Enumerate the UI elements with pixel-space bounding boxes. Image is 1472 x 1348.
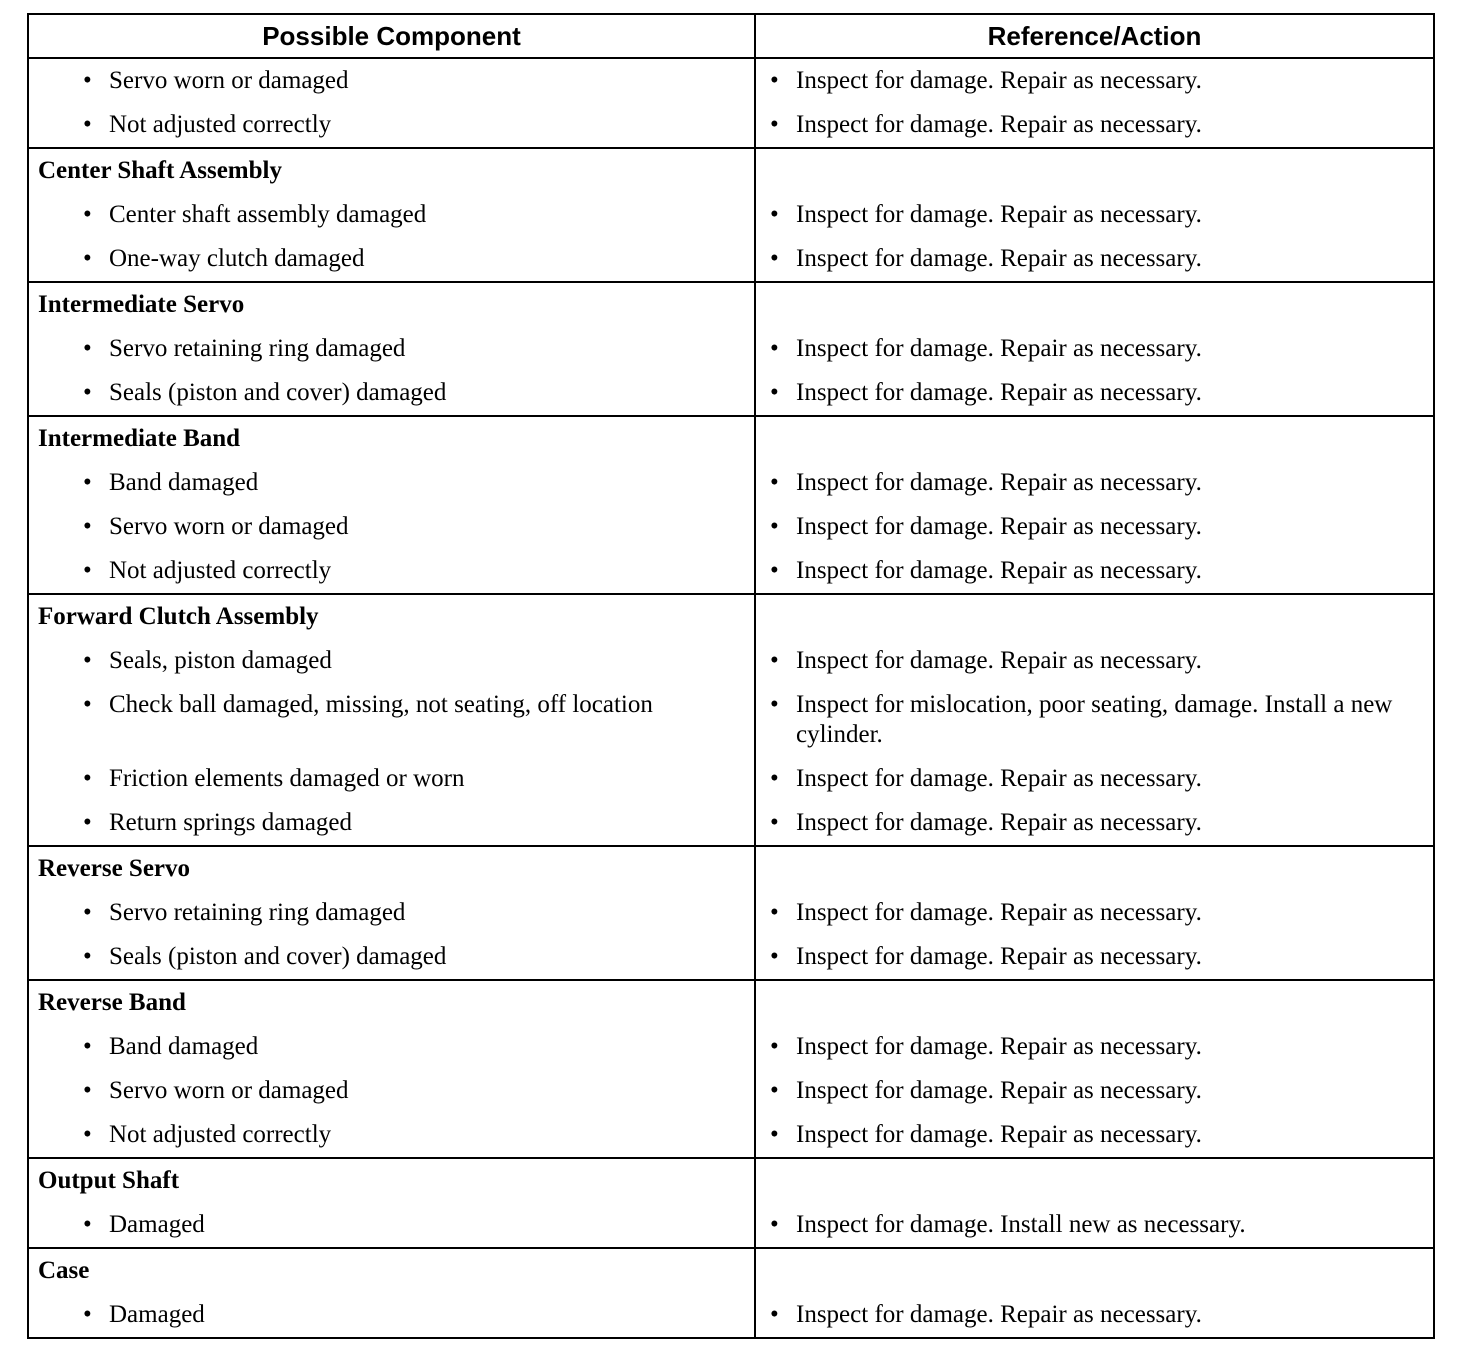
action-cell — [755, 935, 1434, 980]
action-cell — [755, 846, 1434, 891]
action-cell — [755, 801, 1434, 846]
table-row — [28, 237, 1434, 282]
component-item — [29, 1203, 754, 1247]
component-cell — [28, 1158, 755, 1203]
component-item — [29, 683, 754, 757]
table-row — [28, 461, 1434, 505]
action-text: • Inspect for damage. Repair as necessary. — [796, 1033, 1202, 1060]
component-cell — [28, 1069, 755, 1113]
action-cell — [755, 980, 1434, 1025]
group-title-row — [28, 980, 1434, 1025]
component-cell — [28, 1025, 755, 1069]
table-row — [28, 193, 1434, 237]
header-possible-component: Possible Component — [28, 14, 755, 58]
component-text: Friction elements damaged or worn — [109, 765, 465, 792]
component-text: Servo worn or damaged — [109, 1077, 349, 1104]
action-text: • Inspect for damage. Repair as necessary. — [796, 335, 1202, 362]
component-cell — [28, 935, 755, 980]
action-item — [756, 639, 1433, 683]
table-row — [28, 505, 1434, 549]
action-cell — [755, 1248, 1434, 1293]
action-text: • Inspect for damage. Repair as necessary. — [796, 1077, 1202, 1104]
component-cell — [28, 1203, 755, 1248]
group-title-row — [28, 416, 1434, 461]
component-item — [29, 193, 754, 237]
component-text: Servo retaining ring damaged — [109, 899, 406, 926]
action-cell — [755, 103, 1434, 148]
table-row — [28, 1069, 1434, 1113]
action-text: • Inspect for mislocation, poor seating, damage. Install a new cylinder. — [796, 691, 1393, 748]
table-row — [28, 1203, 1434, 1248]
component-cell — [28, 639, 755, 683]
action-item — [756, 935, 1433, 979]
component-text: Not adjusted correctly — [109, 557, 332, 584]
component-cell — [28, 327, 755, 371]
action-cell — [755, 683, 1434, 757]
action-text: • Inspect for damage. Repair as necessary. — [796, 201, 1202, 228]
component-cell — [28, 505, 755, 549]
table-row — [28, 891, 1434, 935]
group-title: Case — [38, 1257, 90, 1284]
table-row — [28, 103, 1434, 148]
component-item — [29, 461, 754, 505]
action-item — [756, 1203, 1433, 1247]
component-text: Check ball damaged, missing, not seating, off location — [109, 691, 653, 718]
component-text: Return springs damaged — [109, 809, 353, 836]
action-text: • Inspect for damage. Repair as necessary. — [796, 943, 1202, 970]
action-item — [756, 1069, 1433, 1113]
component-cell — [28, 148, 755, 193]
action-text: • Inspect for damage. Repair as necessary. — [796, 899, 1202, 926]
diagnosis-table — [27, 13, 1435, 1339]
group-title-row — [28, 846, 1434, 891]
group-title-row — [28, 1158, 1434, 1203]
group-title-row — [28, 148, 1434, 193]
component-cell — [28, 594, 755, 639]
group-title: Intermediate Band — [38, 425, 241, 452]
action-item — [756, 59, 1433, 103]
component-text: Servo worn or damaged — [109, 513, 349, 540]
action-item — [756, 327, 1433, 371]
table-row — [28, 327, 1434, 371]
table-row — [28, 683, 1434, 757]
component-text: Seals (piston and cover) damaged — [109, 379, 447, 406]
component-item — [29, 935, 754, 979]
action-item — [756, 103, 1433, 147]
table-row — [28, 58, 1434, 103]
component-text: Servo worn or damaged — [109, 67, 349, 94]
action-cell — [755, 371, 1434, 416]
component-cell — [28, 683, 755, 757]
component-text: Not adjusted correctly — [109, 1121, 332, 1148]
action-text: • Inspect for damage. Repair as necessary. — [796, 513, 1202, 540]
action-cell — [755, 58, 1434, 103]
action-item — [756, 683, 1433, 757]
action-cell — [755, 193, 1434, 237]
action-item — [756, 801, 1433, 845]
action-cell — [755, 1025, 1434, 1069]
action-cell — [755, 1069, 1434, 1113]
component-item — [29, 1293, 754, 1337]
table-row — [28, 371, 1434, 416]
action-text: • Inspect for damage. Repair as necessary. — [796, 67, 1202, 94]
header-row — [28, 14, 1434, 58]
component-text: Damaged — [109, 1301, 205, 1328]
table-row — [28, 757, 1434, 801]
component-cell — [28, 757, 755, 801]
action-text: • Inspect for damage. Repair as necessary. — [796, 557, 1202, 584]
component-text: Damaged — [109, 1211, 205, 1238]
action-cell — [755, 1203, 1434, 1248]
action-item — [756, 891, 1433, 935]
group-title: Reverse Servo — [38, 855, 191, 882]
component-cell — [28, 237, 755, 282]
component-cell — [28, 371, 755, 416]
action-item — [756, 461, 1433, 505]
table-row — [28, 801, 1434, 846]
action-text: • Inspect for damage. Install new as necessary. — [796, 1211, 1246, 1238]
component-cell — [28, 980, 755, 1025]
action-text: • Inspect for damage. Repair as necessary. — [796, 469, 1202, 496]
component-item — [29, 757, 754, 801]
action-text: • Inspect for damage. Repair as necessary. — [796, 111, 1202, 138]
component-item — [29, 639, 754, 683]
action-cell — [755, 416, 1434, 461]
component-text: Servo retaining ring damaged — [109, 335, 406, 362]
component-item — [29, 237, 754, 281]
action-item — [756, 193, 1433, 237]
action-item — [756, 1293, 1433, 1337]
component-text: Center shaft assembly damaged — [109, 201, 427, 228]
table-row — [28, 1293, 1434, 1338]
component-cell — [28, 549, 755, 594]
component-text: Seals, piston damaged — [109, 647, 332, 674]
component-item — [29, 1025, 754, 1069]
action-item — [756, 237, 1433, 281]
component-cell — [28, 891, 755, 935]
component-item — [29, 327, 754, 371]
action-text: • Inspect for damage. Repair as necessary. — [796, 379, 1202, 406]
action-cell — [755, 461, 1434, 505]
component-item — [29, 59, 754, 103]
action-text: • Inspect for damage. Repair as necessary. — [796, 647, 1202, 674]
component-cell — [28, 1113, 755, 1158]
component-cell — [28, 846, 755, 891]
table-row — [28, 1025, 1434, 1069]
component-cell — [28, 1293, 755, 1338]
action-item — [756, 505, 1433, 549]
action-text: • Inspect for damage. Repair as necessary. — [796, 245, 1202, 272]
action-cell — [755, 237, 1434, 282]
component-text: Not adjusted correctly — [109, 111, 332, 138]
action-item — [756, 371, 1433, 415]
action-cell — [755, 891, 1434, 935]
action-text: • Inspect for damage. Repair as necessary. — [796, 1301, 1202, 1328]
group-title: Reverse Band — [38, 989, 186, 1016]
action-item — [756, 549, 1433, 593]
action-item — [756, 757, 1433, 801]
table-row — [28, 639, 1434, 683]
action-cell — [755, 639, 1434, 683]
component-cell — [28, 416, 755, 461]
action-cell — [755, 282, 1434, 327]
component-item — [29, 801, 754, 845]
group-title: Output Shaft — [38, 1167, 180, 1194]
component-item — [29, 103, 754, 147]
table-row — [28, 1113, 1434, 1158]
action-item — [756, 1025, 1433, 1069]
table-row — [28, 935, 1434, 980]
action-cell — [755, 327, 1434, 371]
component-cell — [28, 461, 755, 505]
action-text: • Inspect for damage. Repair as necessary. — [796, 1121, 1202, 1148]
header-reference-action: Reference/Action — [755, 14, 1434, 58]
component-cell — [28, 193, 755, 237]
action-cell — [755, 757, 1434, 801]
table-body — [28, 58, 1434, 1338]
component-text: Band damaged — [109, 1033, 259, 1060]
action-cell — [755, 148, 1434, 193]
action-cell — [755, 594, 1434, 639]
action-cell — [755, 549, 1434, 594]
component-text: One-way clutch damaged — [109, 245, 365, 272]
component-text: Band damaged — [109, 469, 259, 496]
action-cell — [755, 1293, 1434, 1338]
component-item — [29, 549, 754, 593]
component-cell — [28, 801, 755, 846]
component-cell — [28, 103, 755, 148]
component-cell — [28, 1248, 755, 1293]
group-title: Forward Clutch Assembly — [38, 603, 319, 630]
action-cell — [755, 505, 1434, 549]
action-item — [756, 1113, 1433, 1157]
table-row — [28, 549, 1434, 594]
action-text: • Inspect for damage. Repair as necessary. — [796, 809, 1202, 836]
component-item — [29, 1069, 754, 1113]
component-cell — [28, 282, 755, 327]
group-title-row — [28, 594, 1434, 639]
component-item — [29, 505, 754, 549]
action-cell — [755, 1158, 1434, 1203]
group-title: Intermediate Servo — [38, 291, 245, 318]
component-item — [29, 891, 754, 935]
group-title-row — [28, 282, 1434, 327]
component-item — [29, 1113, 754, 1157]
action-cell — [755, 1113, 1434, 1158]
component-text: Seals (piston and cover) damaged — [109, 943, 447, 970]
action-text: • Inspect for damage. Repair as necessary. — [796, 765, 1202, 792]
group-title: Center Shaft Assembly — [38, 157, 282, 184]
component-cell — [28, 58, 755, 103]
group-title-row — [28, 1248, 1434, 1293]
component-item — [29, 371, 754, 415]
